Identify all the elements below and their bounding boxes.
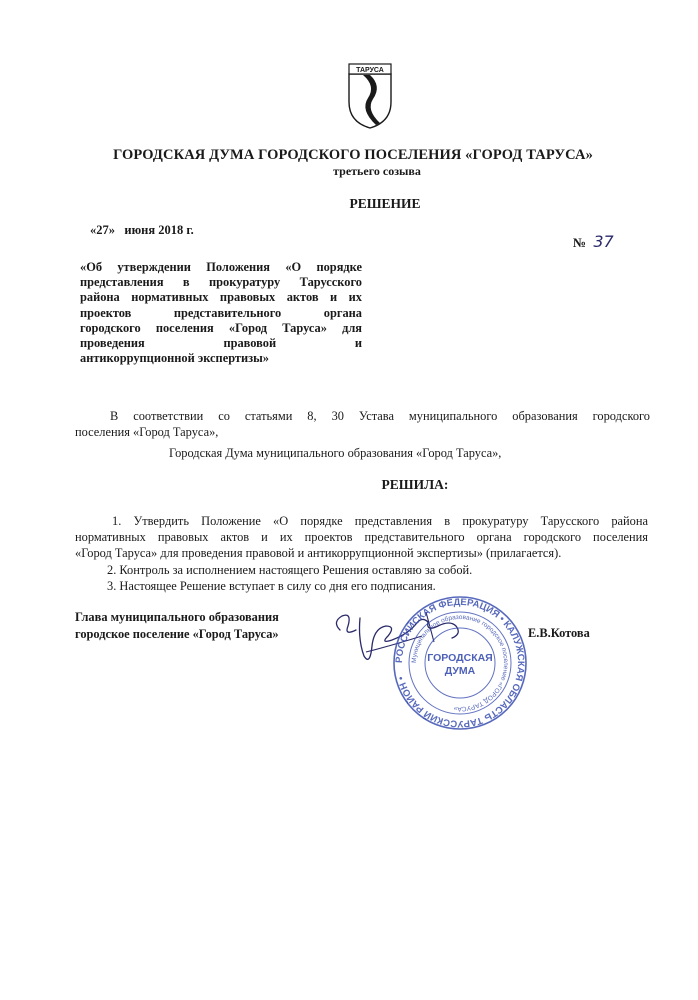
- subject-line: антикоррупционной экспертизы»: [80, 351, 269, 366]
- subject-line: района нормативных правовых актов и их: [80, 290, 362, 305]
- document-type: РЕШЕНИЕ: [349, 196, 421, 211]
- resolution-item-2: 2. Контроль за исполнением настоящего Решения оставляю за собой.: [107, 563, 473, 577]
- resolution-item-1-continued: нормативных правовых актов и их проектов представительного органа городского поселения: [75, 530, 648, 544]
- subject-line: проведения правовой и: [80, 336, 362, 351]
- signatory-position: [75, 609, 335, 643]
- official-stamp: [392, 595, 528, 731]
- subject-line: представления в прокуратуру Тарусского: [80, 275, 362, 290]
- subject-line: городского поселения «Город Таруса» для: [80, 320, 362, 335]
- stamp-center-line: ГОРОДСКАЯ: [427, 652, 493, 664]
- coat-of-arms-label: ТАРУСА: [356, 67, 384, 74]
- signatory-name: Е.В.Котова: [528, 626, 590, 640]
- intro-paragraph-line: В соответствии со статьями 8, 30 Устава муниципального образования городского: [110, 409, 650, 423]
- resolution-item-1: 1. Утвердить Положение «О порядке представления в прокуратуру Тарусского района: [112, 514, 648, 528]
- subject-line: «Об утверждении Положения «О порядке: [80, 260, 362, 274]
- resolved-heading: РЕШИЛА:: [381, 477, 449, 492]
- document-date: «27» июня 2018 г.: [90, 223, 194, 237]
- council-title: ГОРОДСКАЯ ДУМА ГОРОДСКОГО ПОСЕЛЕНИЯ «ГОРОД ТАРУСА»: [113, 147, 593, 163]
- convocation-label: третьего созыва: [333, 164, 421, 178]
- resolution-subject: [80, 260, 362, 366]
- resolution-item-1-continued: «Город Таруса» для проведения правовой и антикоррупционной экспертизы» (прилагается).: [75, 546, 562, 560]
- resolution-item-3: 3. Настоящее Решение вступает в силу со дня его подписания.: [107, 579, 436, 593]
- intro-paragraph-line: поселения «Город Таруса»,: [75, 425, 219, 439]
- subject-line: проектов представительного органа: [80, 305, 362, 320]
- document-number: [573, 232, 614, 251]
- stamp-outer-text: РОССИЙСКАЯ ФЕДЕРАЦИЯ • КАЛУЖСКАЯ ОБЛАСТЬ ТАРУССКИЙ РАЙОН •: [393, 596, 527, 730]
- intro-council-line: Городская Дума муниципального образования «Город Таруса»,: [169, 446, 502, 460]
- signatory-position-line: Глава муниципального образования: [75, 610, 279, 624]
- number-value: 37: [593, 232, 614, 251]
- signatory-position-line: городское поселение «Город Таруса»: [75, 627, 279, 641]
- stamp-inner-text: Муниципальное образование городское поселение «ГОРОД ТАРУСА»: [410, 613, 510, 713]
- stamp-center-line: ДУМА: [444, 665, 476, 677]
- coat-of-arms-icon: [346, 62, 394, 130]
- number-label: №: [573, 235, 587, 250]
